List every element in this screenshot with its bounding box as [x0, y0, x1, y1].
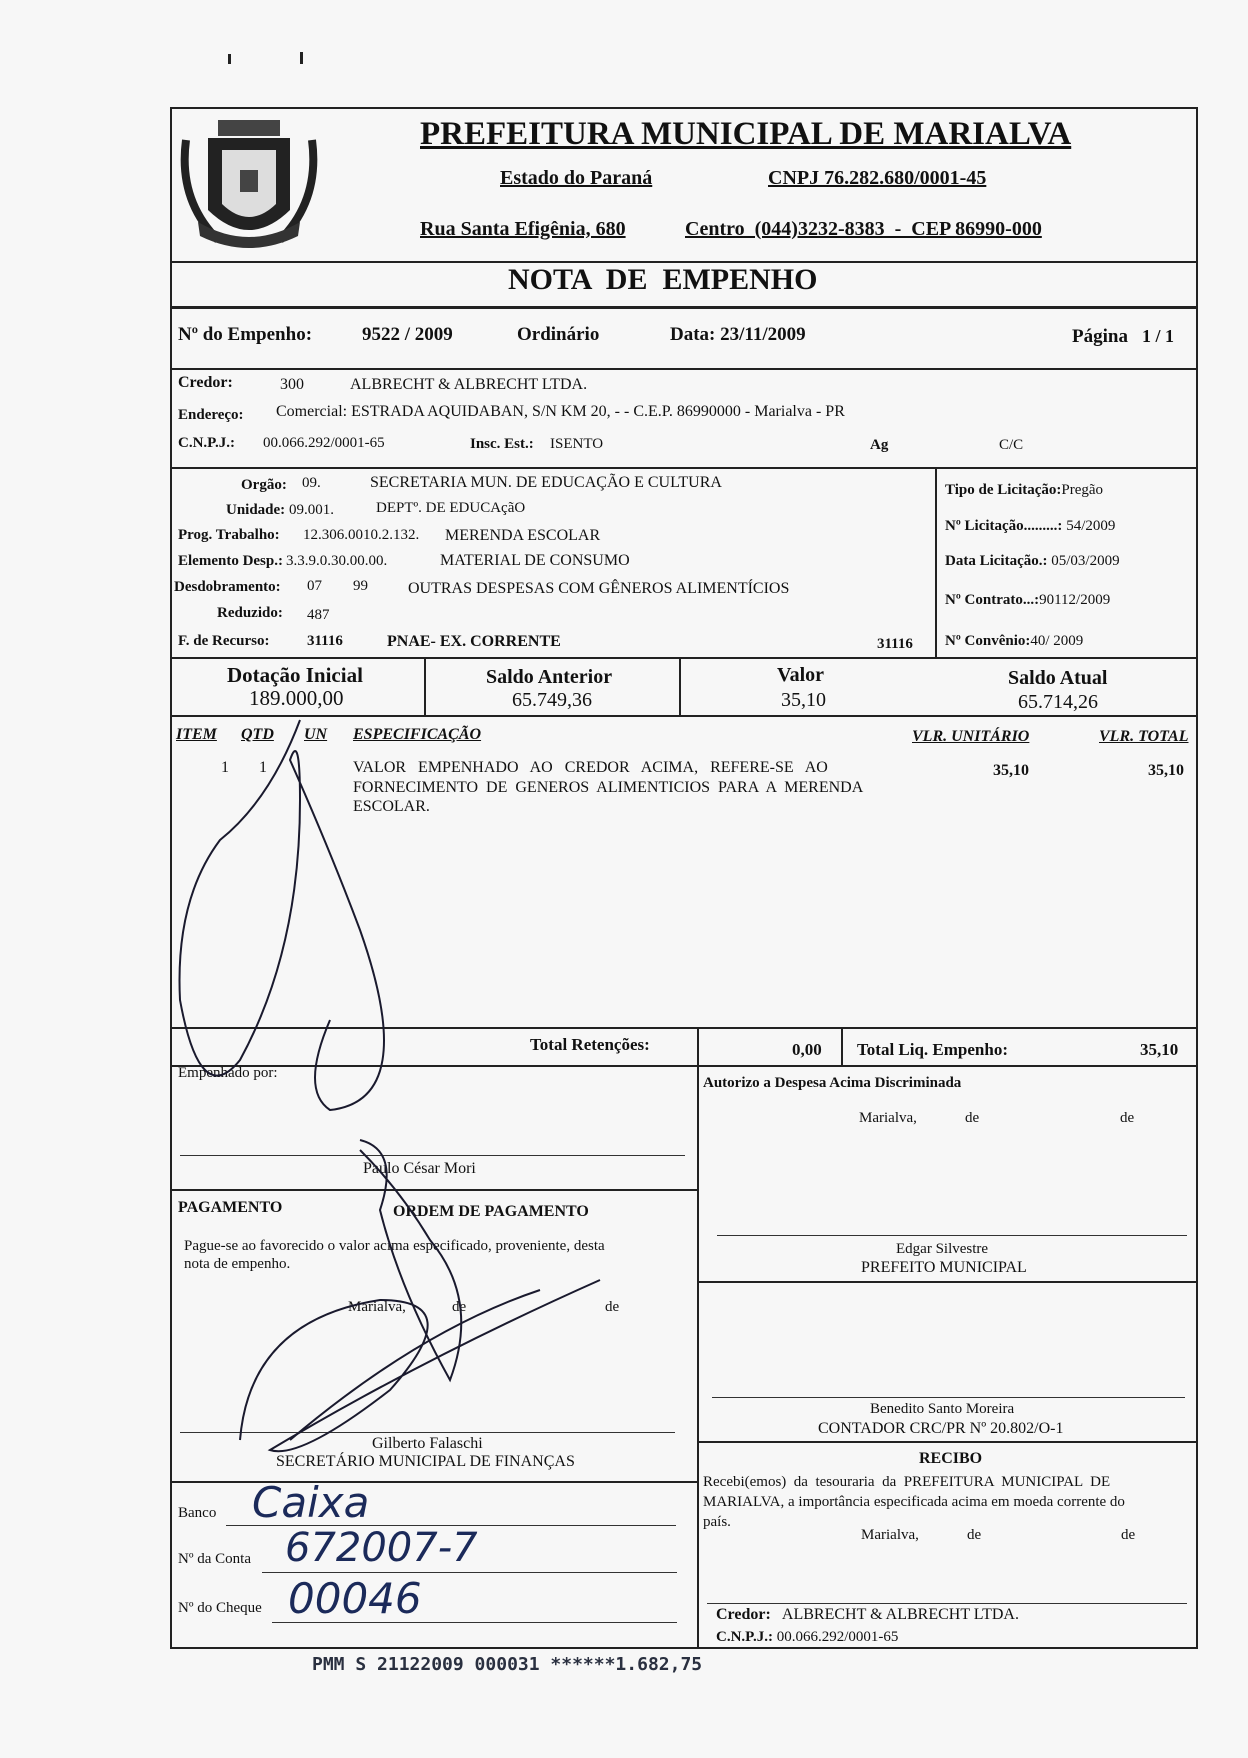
item-qtd: 1: [259, 759, 267, 776]
recibo-city: Marialva,: [861, 1527, 919, 1543]
pagamento-text-2: nota de empenho.: [184, 1256, 291, 1272]
saldo-anterior-label: Saldo Anterior: [486, 666, 613, 688]
conta-value: 672007-7: [285, 1525, 478, 1571]
prog-code: 12.306.0010.2.132.: [303, 527, 420, 543]
recibo-text-1: Recebi(emos) da tesouraria da PREFEITURA MUNICIPAL DE: [703, 1474, 1111, 1490]
credor-label: Credor:: [178, 374, 233, 391]
state-name: Estado do Paraná: [500, 167, 653, 189]
pagamento-city: Marialva,: [348, 1299, 406, 1315]
banco-label: Banco: [178, 1505, 217, 1521]
orgao-label: Orgão:: [241, 477, 287, 493]
col-vlr-total: VLR. TOTAL: [1099, 728, 1189, 745]
empenhado-label: Empenhado por:: [178, 1065, 278, 1081]
cheque-label: Nº do Cheque: [178, 1600, 262, 1616]
cheque-value: 00046: [288, 1574, 422, 1623]
signature-line: [180, 1432, 675, 1433]
unidade-desc: DEPTº. DE EDUCAçãO: [376, 500, 526, 516]
pagamento-de-1: de: [452, 1299, 467, 1315]
divider: [697, 1027, 699, 1065]
desdobramento-sub: 99: [353, 578, 368, 594]
recibo-cnpj-label: C.N.P.J.:: [716, 1629, 773, 1645]
divider: [697, 1065, 699, 1649]
cc-label: C/C: [999, 437, 1024, 453]
recibo-text-2: MARIALVA, a importância especificada acima em moeda corrente do: [703, 1494, 1125, 1510]
divider: [170, 1065, 1198, 1067]
signature-line: [712, 1397, 1185, 1398]
licitacao-date-value: 05/03/2009: [1051, 553, 1120, 569]
retencoes-label: Total Retenções:: [530, 1035, 650, 1054]
divider: [170, 1481, 697, 1483]
divider: [170, 1027, 1198, 1029]
financas-signer: Gilberto Falaschi: [372, 1435, 483, 1452]
col-un: UN: [304, 726, 328, 743]
saldo-anterior-value: 65.749,36: [512, 689, 592, 711]
empenho-label: Nº do Empenho:: [178, 324, 313, 345]
desdobramento-label: Desdobramento:: [174, 579, 281, 595]
item-desc-line-3: ESCOLAR.: [353, 798, 430, 815]
recibo-cnpj: [716, 1629, 898, 1646]
conta-field-line: [262, 1572, 677, 1573]
empenho-type: Ordinário: [517, 324, 600, 345]
credor-code: 300: [280, 376, 304, 393]
licitacao-type: [945, 482, 1103, 499]
empenho-number: 9522 / 2009: [362, 324, 453, 345]
header-address: Centro (044)3232-8383 - CEP 86990-000: [685, 218, 1042, 240]
signature-line: [707, 1603, 1187, 1604]
insc-label: Insc. Est.:: [470, 436, 534, 452]
signature-line: [717, 1235, 1187, 1236]
nota-title: NOTA DE EMPENHO: [508, 263, 818, 296]
divider: [170, 368, 1198, 370]
licitacao-date-label: Data Licitação.:: [945, 553, 1048, 569]
banco-value: Caixa: [252, 1478, 370, 1527]
prefeito-role: PREFEITO MUNICIPAL: [861, 1259, 1027, 1276]
saldo-atual-value: 65.714,26: [1018, 691, 1098, 713]
desdobramento-code: 07: [307, 578, 322, 594]
licitacao-number-label: Nº Licitação.........:: [945, 518, 1063, 534]
divider: [170, 715, 1198, 717]
divider: [170, 1189, 697, 1191]
item-desc-line-1: VALOR EMPENHADO AO CREDOR ACIMA, REFERE-SE AO: [353, 759, 828, 776]
signature-line: [180, 1155, 685, 1156]
valor-value: 35,10: [781, 689, 826, 711]
empenhado-signer: Paulo César Mori: [363, 1160, 476, 1177]
recibo-credor: [716, 1606, 1019, 1624]
liquido-value: 35,10: [1140, 1040, 1179, 1059]
autorizo-label: Autorizo a Despesa Acima Discriminada: [703, 1075, 962, 1091]
item-unit-price: 35,10: [993, 762, 1029, 779]
ordem-pagamento: ORDEM DE PAGAMENTO: [393, 1203, 589, 1220]
convenio-label: Nº Convênio:: [945, 633, 1031, 649]
contador-name: Benedito Santo Moreira: [870, 1401, 1015, 1417]
recibo-cnpj-value: 00.066.292/0001-65: [776, 1629, 899, 1645]
elemento-code: 3.3.9.0.30.00.00.: [286, 553, 388, 569]
unidade-code: 09.001.: [289, 502, 334, 518]
empenho-date: Data: 23/11/2009: [670, 324, 806, 345]
licitacao-date: [945, 553, 1120, 570]
licitacao-type-value: Pregão: [1061, 482, 1104, 498]
ag-label: Ag: [870, 437, 889, 453]
recibo-de-2: de: [1121, 1527, 1136, 1543]
item-desc-line-2: FORNECIMENTO DE GENEROS ALIMENTICIOS PARA A MERENDA: [353, 779, 864, 796]
contador-role: CONTADOR CRC/PR Nº 20.802/O-1: [818, 1420, 1064, 1437]
cnpj-label: C.N.P.J.:: [178, 435, 235, 451]
pagamento-label: PAGAMENTO: [178, 1199, 283, 1216]
col-especificacao: ESPECIFICAÇÃO: [353, 726, 482, 743]
autorizo-de-2: de: [1120, 1110, 1135, 1126]
divider: [170, 306, 1198, 309]
elemento-label: Elemento Desp.:: [178, 553, 283, 569]
divider: [424, 657, 426, 715]
saldo-atual-label: Saldo Atual: [1008, 667, 1108, 689]
contrato: [945, 592, 1110, 609]
prefeitura-title: PREFEITURA MUNICIPAL DE MARIALVA: [420, 116, 1072, 152]
credor-name: ALBRECHT & ALBRECHT LTDA.: [350, 376, 588, 393]
recibo-credor-value: ALBRECHT & ALBRECHT LTDA.: [781, 1606, 1019, 1623]
credor-address: Comercial: ESTRADA AQUIDABAN, S/N KM 20, - - C.E.P. 86990000 - Marialva - PR: [276, 403, 845, 420]
desdobramento-desc: OUTRAS DESPESAS COM GÊNEROS ALIMENTÍCIOS: [408, 580, 790, 597]
retencoes-value: 0,00: [792, 1040, 822, 1059]
elemento-desc: MATERIAL DE CONSUMO: [440, 552, 630, 569]
divider: [935, 467, 937, 659]
item-total: 35,10: [1148, 762, 1184, 779]
recurso-desc: PNAE- EX. CORRENTE: [387, 633, 561, 650]
insc-value: ISENTO: [550, 436, 604, 452]
autorizo-city: Marialva,: [859, 1110, 917, 1126]
licitacao-number: [945, 518, 1115, 535]
scan-mark: [228, 54, 231, 64]
reduzido-label: Reduzido:: [217, 605, 283, 621]
convenio-value: 40/ 2009: [1030, 633, 1084, 649]
recurso-label: F. de Recurso:: [178, 633, 270, 649]
orgao-desc: SECRETARIA MUN. DE EDUCAÇÃO E CULTURA: [370, 474, 722, 491]
item-number: 1: [221, 759, 229, 776]
dotacao-inicial-label: Dotação Inicial: [227, 663, 363, 687]
unidade-label: Unidade:: [226, 502, 286, 518]
convenio: [945, 633, 1083, 650]
page-value: 1 / 1: [1142, 326, 1175, 346]
recibo-de-1: de: [967, 1527, 982, 1543]
recibo-text-3: país.: [703, 1514, 731, 1530]
autorizo-de-1: de: [965, 1110, 980, 1126]
dotacao-inicial-value: 189.000,00: [249, 686, 344, 710]
contrato-value: 90112/2009: [1039, 592, 1111, 608]
conta-label: Nº da Conta: [178, 1551, 251, 1567]
divider: [679, 657, 681, 715]
licitacao-number-value: 54/2009: [1066, 518, 1116, 534]
pagamento-de-2: de: [605, 1299, 620, 1315]
reduzido-value: 487: [307, 607, 330, 623]
col-qtd: QTD: [241, 726, 274, 743]
municipal-crest-icon: [178, 110, 320, 258]
recibo-title: RECIBO: [919, 1450, 983, 1467]
col-vlr-unitario: VLR. UNITÁRIO: [912, 728, 1030, 745]
pagamento-text-1: Pague-se ao favorecido o valor acima especificado, proveniente, desta: [184, 1238, 605, 1254]
prefeito-name: Edgar Silvestre: [896, 1241, 989, 1257]
divider: [697, 1441, 1198, 1443]
divider: [170, 467, 1198, 469]
address-label: Endereço:: [178, 407, 244, 423]
licitacao-type-label: Tipo de Licitação:: [945, 482, 1062, 498]
valor-label: Valor: [777, 664, 825, 686]
orgao-code: 09.: [302, 475, 321, 491]
prog-label: Prog. Trabalho:: [178, 527, 280, 543]
contrato-label: Nº Contrato...:: [945, 592, 1040, 608]
divider: [697, 1281, 1198, 1283]
financas-role: SECRETÁRIO MUNICIPAL DE FINANÇAS: [276, 1453, 575, 1470]
page-label: Página: [1072, 326, 1128, 347]
recibo-credor-label: Credor:: [716, 1606, 771, 1623]
header-street: Rua Santa Efigênia, 680: [420, 218, 626, 240]
col-item: ITEM: [176, 726, 217, 743]
divider: [841, 1027, 843, 1065]
scan-mark: [300, 52, 303, 64]
credor-cnpj: 00.066.292/0001-65: [263, 435, 385, 451]
recurso-code: 31116: [307, 633, 343, 649]
header-cnpj: CNPJ 76.282.680/0001-45: [768, 167, 987, 189]
prog-desc: MERENDA ESCOLAR: [445, 527, 601, 544]
payment-stamp: PMM S 21122009 000031 ******1.682,75: [312, 1654, 703, 1675]
recurso-code-2: 31116: [877, 636, 913, 652]
divider: [170, 657, 1198, 659]
liquido-label: Total Liq. Empenho:: [857, 1040, 1008, 1059]
